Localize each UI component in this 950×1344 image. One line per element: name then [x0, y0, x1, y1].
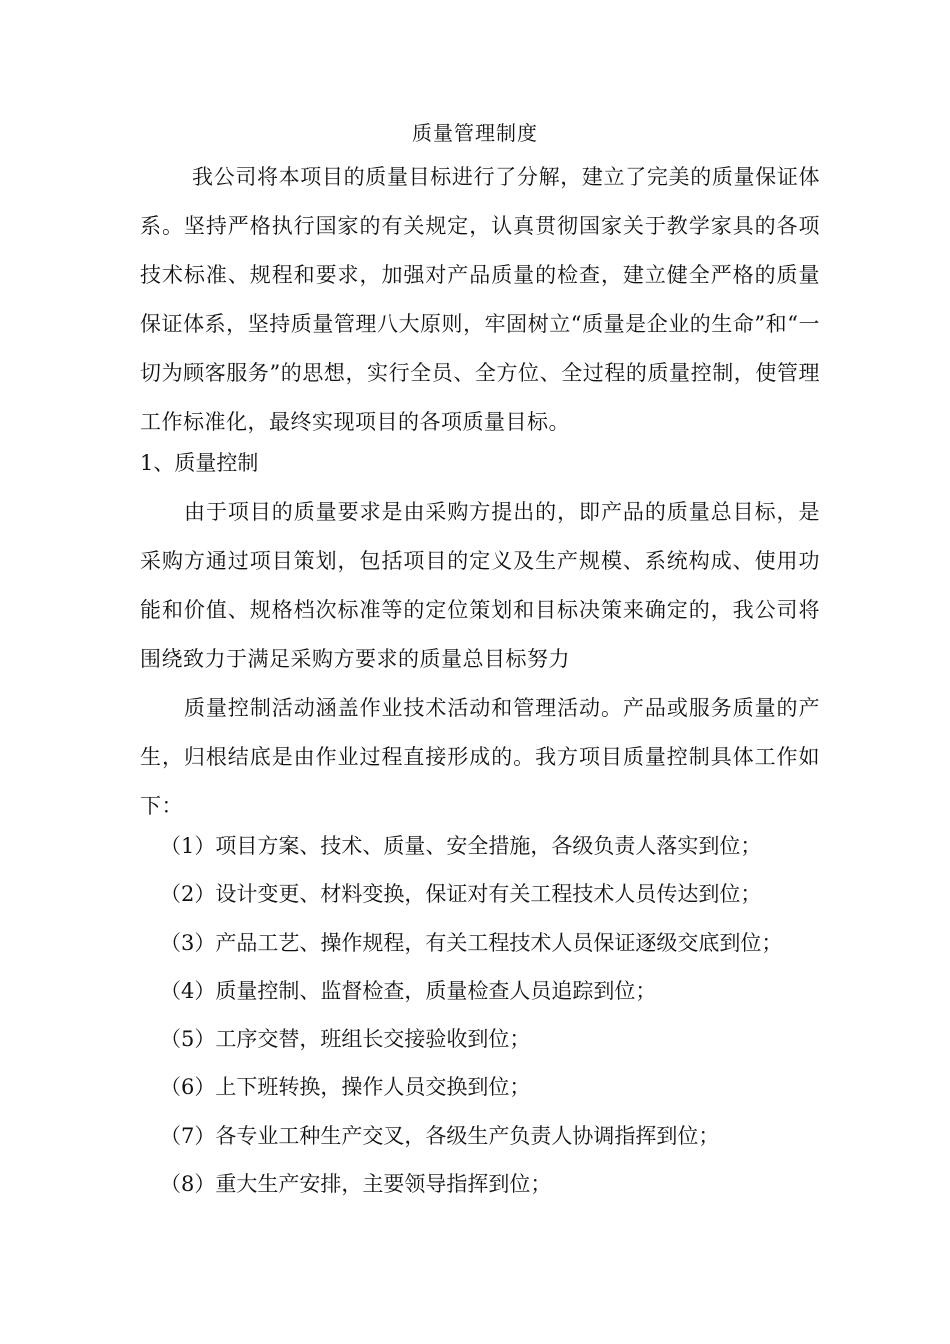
- quality-control-paragraph-2: 质量控制活动涵盖作业技术活动和管理活动。产品或服务质量的产生，归根结底是由作业过程直接形成的。我方项目质量控制具体工作如下：: [140, 696, 820, 818]
- list-item: （2）设计变更、材料变换，保证对有关工程技术人员传达到位；: [160, 882, 762, 907]
- document-title: 质量管理制度: [412, 121, 538, 145]
- quality-control-paragraph-1: 由于项目的质量要求是由采购方提出的，即产品的质量总目标，是采购方通过项目策划，包括项目的定义及生产规模、系统构成、使用功能和价值、规格档次标准等的定位策划和目标决策来确定的，我公司将围绕致力于满足采购方要求的质量总目标努力: [140, 500, 820, 671]
- list-item: （4）质量控制、监督检查，质量检查人员追踪到位；: [160, 978, 657, 1003]
- list-item: （3）产品工艺、操作规程，有关工程技术人员保证逐级交底到位；: [160, 930, 783, 955]
- list-item: （7）各专业工种生产交叉，各级生产负责人协调指挥到位；: [160, 1123, 720, 1148]
- intro-paragraph: 我公司将本项目的质量目标进行了分解，建立了完美的质量保证体系。坚持严格执行国家的有关规定，认真贯彻国家关于教学家具的各项技术标准、规程和要求，加强对产品质量的检查，建立健全严格的质量保证体系，坚持质量管理八大原则，牢固树立“质量是企业的生命”和“一切为顾客服务”的思想，实行全员、全方位、全过程的质量控制，使管理工作标准化，最终实现项目的各项质量目标。: [140, 165, 820, 434]
- list-item: （5）工序交替，班组长交接验收到位；: [160, 1027, 531, 1052]
- section-heading: 1、质量控制: [140, 451, 259, 475]
- quality-control-list: [160, 822, 820, 1208]
- list-item: （1）项目方案、技术、质量、安全措施，各级负责人落实到位；: [160, 834, 762, 858]
- list-item: （6）上下班转换，操作人员交换到位；: [160, 1075, 531, 1100]
- list-item: （8）重大生产安排，主要领导指挥到位；: [160, 1172, 552, 1197]
